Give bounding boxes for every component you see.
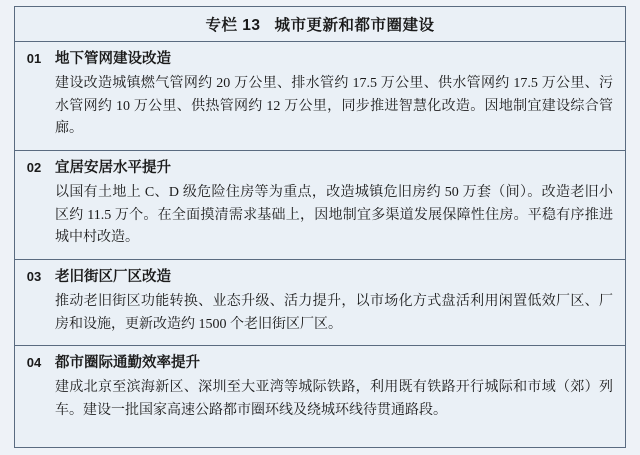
content-panel (14, 6, 626, 448)
item-body: 推动老旧街区功能转换、业态升级、活力提升，以市场化方式盘活利用闲置低效厂区、厂房和设施，更新改造约 1500 个老旧街区厂区。 (55, 294, 613, 332)
item-number: 02 (26, 160, 42, 176)
panel-title-text: 城市更新和都市圈建设 (274, 17, 435, 34)
item-heading: 地下管网建设改造 (55, 51, 171, 67)
item-content (53, 260, 625, 345)
item-body: 建成北京至滨海新区、深圳至大亚湾等城际铁路，利用既有铁路开行城际和市域（郊）列车。建设一批国家高速公路都市圈环线及绕城环线待贯通路段。 (55, 380, 613, 419)
list-item (15, 151, 625, 260)
list-item (15, 260, 625, 346)
item-content (53, 346, 625, 431)
item-number: 03 (26, 269, 42, 285)
item-list (15, 42, 625, 432)
item-heading: 宜居安居水平提升 (55, 160, 171, 177)
list-item (15, 42, 625, 151)
item-body: 以国有土地上 C、D 级危险住房等为重点，改造城镇危旧房约 50 万套（间）。改造老旧小区约 11.5 万个。在全面摸清需求基础上，因地制宜多渠道发展保障性住房。平稳有序推进城中村改造。 (55, 185, 613, 246)
item-body: 建设改造城镇燃气管网约 20 万公里、排水管约 17.5 万公里、供水管网约 17.5 万公里、污水管网约 10 万公里、供热管网约 12 万公里，同步推进智慧化改造。因地制宜建设综合管廊。 (55, 76, 613, 137)
list-item (15, 346, 625, 431)
item-content (53, 42, 625, 150)
item-content (53, 151, 625, 259)
panel-title-bar (15, 7, 625, 42)
item-number: 01 (26, 51, 42, 66)
item-heading: 老旧街区厂区改造 (55, 269, 171, 286)
item-number: 04 (26, 355, 42, 371)
panel-number-label: 专栏 13 (205, 17, 261, 34)
page-title (205, 13, 434, 35)
item-heading: 都市圈际通勤效率提升 (55, 355, 200, 372)
